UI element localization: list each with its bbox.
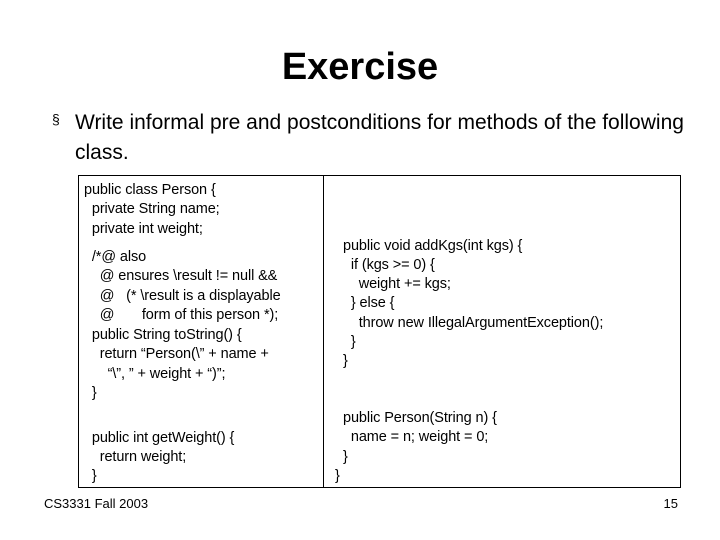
code-line: return “Person(\” + name + [84,346,269,362]
code-line: @ (* \result is a displayable [84,288,281,304]
code-line: public Person(String n) { [343,410,497,426]
code-line: @ form of this person *); [84,307,279,323]
code-line: } [84,385,97,401]
code-line: private int weight; [84,221,203,237]
code-divider [323,176,324,487]
code-line: if (kgs >= 0) { [343,257,435,273]
code-line: public int getWeight() { [84,430,235,446]
code-line: private String name; [84,201,220,217]
bullet-icon: § [52,111,60,127]
code-line: public String toString() { [84,327,242,343]
code-line: public void addKgs(int kgs) { [343,238,523,254]
code-line: name = n; weight = 0; [343,429,489,445]
bullet-text: Write informal pre and postconditions for methods of the following class. [75,111,684,164]
code-line: } [343,449,348,465]
code-line: } [343,353,348,369]
code-line: } [335,468,340,484]
code-line: public class Person { [84,182,216,198]
code-line: throw new IllegalArgumentException(); [343,315,604,331]
code-line: weight += kgs; [343,276,451,292]
code-line: /*@ also [84,249,147,265]
code-box [78,175,681,488]
code-line: “\”, ” + weight + “)”; [84,366,226,382]
slide-title: Exercise [281,46,439,88]
footer-course: CS3331 Fall 2003 [44,496,149,511]
code-line: @ ensures \result != null && [84,268,278,284]
code-line: } [84,468,97,484]
page-number: 15 [663,496,678,511]
code-line: } [343,334,356,350]
code-line: return weight; [84,449,187,465]
code-line: } else { [343,295,395,311]
